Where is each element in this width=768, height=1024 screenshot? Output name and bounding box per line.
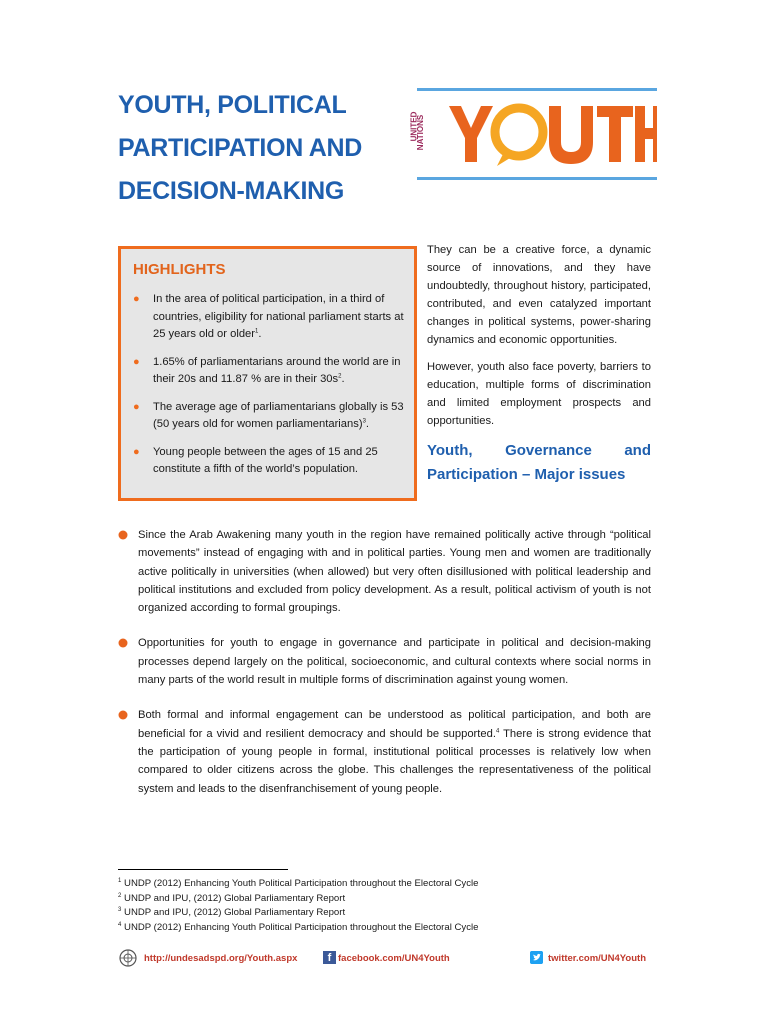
- title-line-3: DECISION-MAKING: [118, 177, 345, 205]
- footnote-divider: [118, 869, 288, 870]
- logo-top-rule: [417, 88, 657, 91]
- speech-bubble-o-icon: [495, 108, 543, 166]
- intro-paragraph-2: However, youth also face poverty, barriers to education, multiple forms of discrimination and limited employment prospects and opportunities.: [427, 361, 651, 427]
- wordmark-letter-u: [549, 106, 593, 164]
- logo-united-text: UNITED: [409, 111, 419, 142]
- highlight-item: ● Young people between the ages of 15 and 25 constitute a fifth of the world’s population.: [133, 445, 378, 475]
- bullet-icon: ●: [133, 445, 140, 458]
- wordmark-letter-h: [635, 106, 657, 162]
- highlights-list: [121, 291, 414, 489]
- intro-column: [427, 241, 651, 487]
- twitter-link[interactable]: twitter.com/UN4Youth: [548, 953, 646, 964]
- highlight-item: ● The average age of parliamentarians globally is 53 (50 years old for women parliamentarians)$^3$.: [133, 400, 404, 430]
- bullet-icon: ●: [133, 293, 140, 305]
- issue-paragraph: Since the Arab Awakening many youth in the region have remained politically active through “political movements” instead of engaging with and in political parties. Young men and women are traditionally active politically in universities (when allowed) but very often disillusioned with political leadership and political institutions and excluded from policy development. As a result, political activism of youth is not organized according to formal groupings.: [118, 526, 651, 617]
- main-content: [118, 526, 651, 815]
- issue-paragraph: Both formal and informal engagement can be understood as political participation, and both are beneficial for a vivid and resilient democracy and should be supported.$^4$ There is strong evidence that the participation of young people in formal, institutional political processes is relatively low when compared to older citizens across the globe. This challenges the representativeness of the political system and leads to the disenfranchisement of young people.: [118, 706, 651, 797]
- highlights-heading: HIGHLIGHTS: [133, 261, 226, 278]
- bullet-icon: ●: [133, 355, 140, 368]
- page-title: [118, 84, 418, 213]
- section-heading: Youth, Governance and Participation – Major issues: [427, 442, 651, 483]
- bullet-icon: ●: [133, 400, 140, 413]
- footnotes: [118, 877, 638, 935]
- highlight-item: ● In the area of political participation, in a third of countries, eligibility for national parliament starts at 25 years old or older$^1$.: [133, 293, 404, 340]
- logo-nations-text: NATIONS: [416, 114, 426, 151]
- website-link[interactable]: http://undesadspd.org/Youth.aspx: [144, 953, 298, 964]
- logo-united-nations-text: [409, 100, 447, 170]
- intro-paragraph-1: They can be a creative force, a dynamic source of innovations, and they have undoubtedly, throughout history, participated, contributed, and even catalyzed important changes in political systems, power-sharing dynamics and economic opportunities.: [427, 244, 651, 346]
- issue-paragraph: Opportunities for youth to engage in governance and participate in political and decision-making processes depend largely on the political, socioeconomic, and cultural contexts where social norms in many parts of the world result in multiple forms of discrimination against young women.: [118, 634, 651, 689]
- un-youth-logo: [409, 88, 657, 180]
- wordmark-letter-t: [597, 106, 633, 162]
- twitter-icon: [530, 951, 543, 964]
- footnote: $^2$ UNDP and IPU, (2012) Global Parliamentary Report: [118, 892, 346, 904]
- un-emblem-icon: [118, 948, 138, 968]
- logo-bottom-rule: [417, 177, 657, 180]
- facebook-link[interactable]: facebook.com/UN4Youth: [338, 953, 450, 964]
- footnote: $^4$ UNDP (2012) Enhancing Youth Political Participation throughout the Electoral Cycle: [118, 921, 479, 933]
- bullet-icon: [118, 530, 128, 540]
- title-line-2: PARTICIPATION AND: [118, 134, 362, 162]
- footnote: $^3$ UNDP and IPU, (2012) Global Parliamentary Report: [118, 906, 346, 918]
- highlights-box: [118, 246, 417, 501]
- wordmark-letter-y: [449, 106, 493, 162]
- footer-links: [118, 948, 651, 970]
- footnote: $^1$ UNDP (2012) Enhancing Youth Political Participation throughout the Electoral Cycle: [118, 877, 479, 889]
- facebook-icon: f: [323, 951, 336, 964]
- youth-wordmark: [447, 98, 657, 170]
- highlight-item: ● 1.65% of parliamentarians around the world are in their 20s and 11.87 % are in their $30s^2$.: [133, 355, 401, 385]
- bullet-icon: [118, 638, 128, 648]
- title-line-1: YOUTH, POLITICAL: [118, 91, 347, 119]
- bullet-icon: [118, 710, 128, 720]
